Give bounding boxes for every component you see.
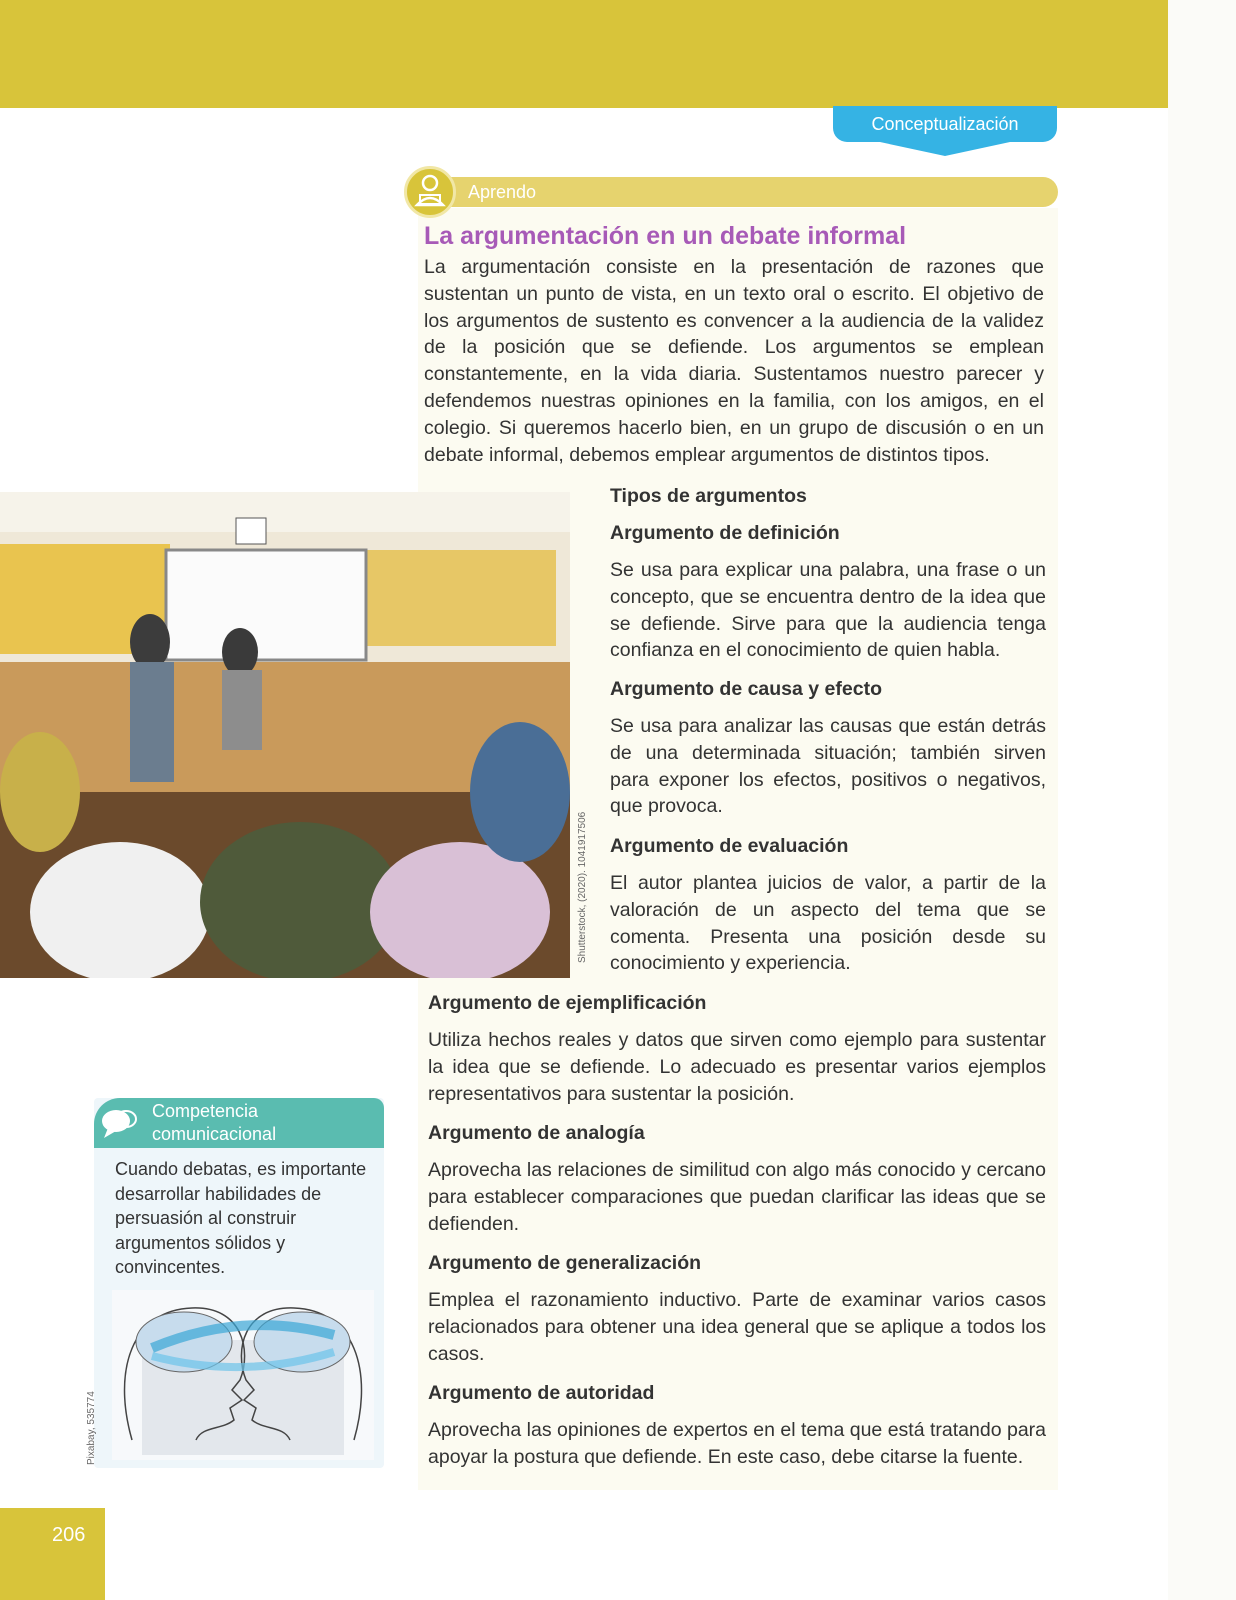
section-heading: Argumento de causa y efecto: [610, 678, 882, 700]
page-number: 206: [0, 1508, 105, 1600]
photo-credit: Shutterstock, (2020). 1041917506: [577, 811, 588, 963]
section-text: Se usa para explicar una palabra, una frase o un concepto, que se encuentra dentro de la idea que se defiende. Sirve para que la audiencia tenga confianza en el conocimiento de quien habla.: [610, 559, 1046, 662]
speech-bubbles-icon: [100, 1106, 140, 1142]
section-heading: Argumento de analogía: [428, 1122, 645, 1144]
brains-illustration: [112, 1290, 374, 1460]
section-text: Utiliza hechos reales y datos que sirven como ejemplo para sustentar la idea que se defiende. Lo adecuado es presentar varios ejemplos representativos para sustentar la posición.: [428, 1029, 1046, 1105]
sidebar-text: Cuando debatas, es importante desarrollar habilidades de persuasión al construir argumentos sólidos y convincentes.: [115, 1159, 367, 1277]
section-heading: Argumento de definición: [610, 522, 840, 544]
section-heading: Argumento de autoridad: [428, 1382, 655, 1404]
aprendo-label: Aprendo: [468, 182, 537, 202]
section-text: Se usa para analizar las causas que están detrás de una determinada situación; también sirven para exponer los efectos, positivos o negativos, que provoca.: [610, 715, 1046, 818]
illustration-credit: Pixabay, 535774: [86, 1391, 97, 1465]
section-text: Aprovecha las relaciones de similitud con algo más conocido y cercano para establecer comparaciones que puedan clarificar las ideas que se defienden.: [428, 1159, 1046, 1235]
section-text: El autor plantea juicios de valor, a partir de la valoración de un aspecto del tema que se comenta. Presenta una posición desde su conocimiento y experiencia.: [610, 872, 1046, 975]
page-edge: [1168, 0, 1236, 1600]
section-tab: Conceptualización: [833, 106, 1057, 142]
learning-icon: [404, 166, 456, 218]
intro-paragraph: La argumentación consiste en la presentación de razones que sustentan un punto de vista, en un texto oral o escrito. El objetivo de los argumentos de sustento es convencer a la audiencia de la validez de la posición que se defiende. Los argumentos se emplean constantemente, en la vida diaria. Sustentamos nuestro parecer y defendemos nuestras opiniones en la familia, con los amigos, en el colegio. Si queremos hacerlo bien, en un grupo de discusión o en un debate informal, debemos emplear argumentos de distintos tipos.: [424, 256, 1044, 466]
section-heading: Argumento de generalización: [428, 1252, 702, 1274]
section-tab-pointer: [880, 142, 1010, 156]
section-text: Aprovecha las opiniones de expertos en el tema que está tratando para apoyar la postura que defiende. En este caso, debe citarse la fuente.: [428, 1419, 1046, 1468]
top-color-band: [0, 0, 1168, 108]
page-title: La argumentación en un debate informal: [424, 222, 907, 250]
section-heading: Argumento de ejemplificación: [428, 992, 707, 1014]
section-text: Emplea el razonamiento inductivo. Parte de examinar varios casos relacionados para obtener una idea general que se aplique a todos los casos.: [428, 1289, 1046, 1365]
classroom-photo: [0, 492, 570, 978]
section-heading: Argumento de evaluación: [610, 835, 849, 857]
types-heading: Tipos de argumentos: [610, 485, 807, 507]
sidebar-title: Competencia comunicacional: [152, 1101, 277, 1144]
